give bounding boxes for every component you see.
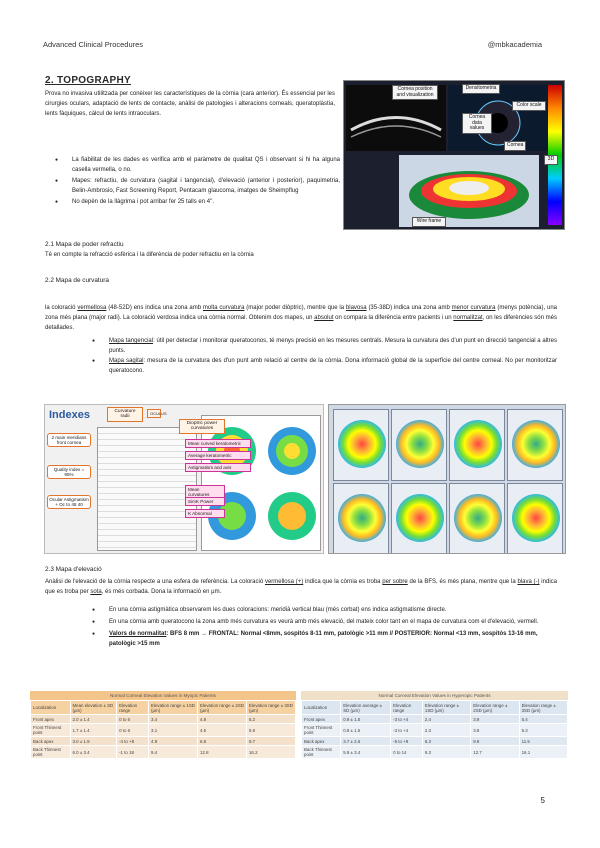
page-number: 5 [540,796,545,805]
elevation-bullets [92,605,557,651]
table-header: Elevation range [391,701,423,715]
map-back-curvature [449,409,505,481]
bullet-normal-values: ● Valors de normalitat: BFS 8 mm → FRONTAL: Normal <8mm, sospitós 8-11 mm, patològic >11 mm // POSTERIOR: Normal <13 mm, sospitós 13-16 mm, patològic >15 mm [92,629,557,649]
hyperopic-elevation-table [301,691,568,759]
myopic-table-caption: Normal Corneal Elevation Values in Myopic Patients [30,691,296,700]
map-refractive [391,483,447,554]
intro-paragraph: Prova no invasiva utilitzada per conèixer les característiques de la còrnia (cara anterior). És essencial per les cirurgies oculars, adaptació de lents de contacte, anàlisi de patologies i alteracions corneals, queratoplàstia, lents fàquiques, càlcul de lents intraoculars. [45,91,335,118]
map-back-elevation [507,409,563,481]
s23-heading: 2.3 Mapa d'elevació [45,566,102,573]
table-header: Localization [302,701,341,715]
callout-quality: Quality index = 95% [47,465,91,479]
map-front-elevation [391,409,447,481]
table-row: Front apex 0.9 ± 1.5 -3 to +4 2.4 3.9 5.4 [302,715,568,724]
table-header: Localization [31,701,71,715]
label-astigmatism-axis: Astigmatism and axis [185,463,251,472]
label-mean-curved: Mean curved keratometric [185,439,251,448]
bullet-keratoconus: ● En una còrnia amb queratocono la zona amb més curvatura es veurà amb més elevació, del mateix color tant en el mapa de curvatura com el d'elevació, vermell. [92,617,557,627]
label-curvature-radii: Curvature radii [107,407,143,422]
table-row: Front Thinnest point 0.8 ± 1.5 -3 to +4 2.3 3.8 5.3 [302,724,568,737]
bullet-tear: ● No depèn de la llàgrima i pot arribar fer 25 talls en 4''. [55,197,340,207]
label-cornea: Cornea [504,141,526,151]
callout-astigmatism: Ocular Astigmatism + Oc to 45 40 [47,495,91,509]
indexes-figure [44,404,324,554]
table-row: Back apex 3.7 ± 2.6 -5 to +9 6.3 8.9 11.5 [302,737,568,746]
callout-meridians: 2 main meridians front cornea [47,433,91,447]
label-simk-power: SimK Power [185,497,225,506]
table-header: Mean elevation ± SD (µm) [70,701,117,715]
label-dioptric-power: Dioptric power curvatures [179,419,225,434]
table-header: Elevation range ± 1SD (µm) [422,701,470,715]
table-row: Front apex 2.0 ± 1.4 0 to 6 3.4 4.8 6.2 [31,715,296,724]
table-header: Elevation average ± SD (µm) [341,701,391,715]
table-row: Back Thinnest point 5.9 ± 3.4 0 to 14 9.3 12.7 16.1 [302,746,568,759]
bullet-sagittal: ● Mapa sagital: mesura de la curvatura des d'un punt amb relació al centre de la còrnia. Dona informació global de la superfície del centre corneal. No per monitoritzar queratocono. [92,356,557,376]
table-header: Elevation range ± 2SD (µm) [471,701,519,715]
bullet-maps: ● Mapes: refractiu, de curvatura (sagital i tangencial), d'elevació (anterior i posterior), paquimetria, Belin-Ambrosio, Fast Screening Report, Pentacam glaucoma, imatges de Sheimpflug [55,176,340,196]
curvature-maps [202,416,322,552]
table-row: Front Thinnest point 1.7 ± 1.4 0 to 6 3.1 4.5 5.9 [31,724,296,737]
label-oculus: OCULUS [147,409,161,418]
label-cornea-position: Cornea position and visualization [392,85,438,100]
table-header: Elevation range ± 2SD (µm) [198,701,247,715]
table-header: Elevation range ± 1SD (µm) [149,701,198,715]
table-row: Back apex 3.0 ± 1.9 -4 to +8 4.9 6.8 8.7 [31,737,296,746]
header-title: Advanced Clinical Procedures [43,40,144,49]
index-table [97,427,197,551]
map-tangential [507,483,563,554]
section-title: 2. TOPOGRAPHY [45,75,131,86]
topography-bullets [55,155,340,208]
label-densitometria: Densitometria [462,84,500,94]
label-cornea-data: Cornea data values [462,113,492,134]
label-3d: 3D [544,155,558,165]
curvature-bullets [92,336,557,376]
label-k-abnormal: K Abnormal [185,509,225,518]
label-mean-curvatures: Mean curvatures [185,485,225,499]
myopic-elevation-table [30,691,296,759]
elevation-maps-figure [328,404,566,554]
map-sagittal [449,483,505,554]
header-handle: @mbkacademia [487,40,542,49]
elevation-paragraph: Anàlisi de l'elevació de la còrnia respecte a una esfera de referència. La coloració vermellosa (+) indica que la còrnia es troba per sobre de la BFS, és més plana, mentre que la blava (-) indica que es troba per sota, és més corbada. Dona la informació en μm. [45,579,557,596]
map-front-curvature [333,409,389,481]
label-wire-frame: Wire frame [412,217,446,227]
s21-text: Té en compte la refracció esfèrica i la diferència de poder refractiu en la còrnia [45,252,254,258]
hyperopic-table-caption: Normal Corneal Elevation Values in Hyperopic Patients [301,691,568,700]
curvature-maps-panel [201,415,321,551]
table-row: Back Thinnest point 6.0 ± 3.4 -1 to 18 9.4 12.8 16.2 [31,746,296,759]
map-pachymetry [333,483,389,554]
s21-heading: 2.1 Mapa de poder refractiu [45,241,124,248]
indexes-title: Indexes [49,409,90,421]
bullet-astigmatic: ● En una còrnia astigmàtica observarem les dues coloracions: meridià vertical blau (més corbat) ens indica astigmatisme directe. [92,605,557,615]
label-color-scale: Color scale [512,101,546,111]
bullet-quality: ● La fiabilitat de les dades es verifica amb el paràmetre de qualitat QS i observant si hi ha alguna casella vermella, o no. [55,155,340,175]
curvature-paragraph: la coloració vermellosa (48-52D) ens indica una zona amb molta curvatura (major poder diòptric), mentre que la blavosa (35-38D) indica una zona amb menor curvatura (menys potència), una zona més plana (major radi). La coloració verdosa indica una còrnia normal. Obtenim dos mapes, un absolut on compara la diferència entre pacients i un normalitzat, on les diferències són més detallades. [45,305,558,332]
table-header: Elevation range [117,701,149,715]
bullet-tangential: ● Mapa tangencial: útil per detectar i monitorar queratoconos, té menys precisió en les mesures centrals. Mesura la curvatura des d'un punt en direcció tangencial a altres punts. [92,336,557,356]
pentacam-overview-figure [343,80,565,230]
s22-heading: 2.2 Mapa de curvatura [45,277,109,284]
table-header: Elevation range ± 3SD (µm) [246,701,295,715]
label-average-keratometric: Average keratometric [185,451,251,460]
table-header: Elevation range ± 3SD (µm) [519,701,567,715]
